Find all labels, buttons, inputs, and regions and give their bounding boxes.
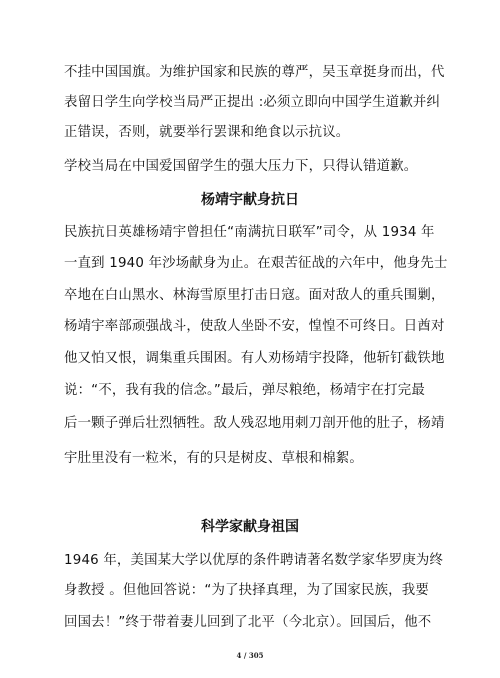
text-line: 民族抗日英雄杨靖宇曾担任“南满抗日联军”司令，从 1934 年 [64, 225, 435, 240]
text-line: 回国去！”终于带着妻儿回到了北平（今北京）。回国后，他不 [64, 615, 432, 630]
section-heading: 杨靖宇献身抗日 [201, 192, 299, 208]
section-heading: 科学家献身祖国 [201, 519, 299, 535]
text-line: 说：“不，我有我的信念。”最后，弹尽粮绝，杨靖宇在打完最 [64, 383, 425, 398]
text-line: 学校当局在中国爱国留学生的强大压力下，只得认错道歉。 [64, 159, 418, 174]
page-number: 4 / 305 [236, 651, 264, 660]
text-line: 正错误，否则，就要举行罢课和绝食以示抗议。 [64, 125, 350, 140]
text-line: 杨靖宇率部顽强战斗，使敌人坐卧不安，惶惶不可终日。日酋对 [64, 319, 445, 334]
text-line: 一直到 1940 年沙场献身为止。在艰苦征战的六年中，他身先士 [64, 256, 448, 271]
text-line: 1946 年，美国某大学以优厚的条件聘请著名数学家华罗庚为终 [64, 553, 444, 568]
text-line: 卒地在白山黑水、林海雪原里打击日寇。面对敌人的重兵围剿， [64, 288, 445, 303]
text-line: 后一颗子弹后壮烈牺牲。敌人残忍地用刺刀剖开他的肚子，杨靖 [64, 416, 445, 431]
text-line: 表留日学生向学校当局严正提出 :必须立即向中国学生道歉并纠 [64, 95, 441, 110]
text-line: 宇肚里没有一粒米，有的只是树皮、草根和棉絮。 [64, 451, 363, 466]
text-line: 不挂中国国旗。为维护国家和民族的尊严，吴玉章挺身而出，代 [64, 65, 445, 80]
text-line: 身教授 。但他回答说：“为了抉择真理，为了国家民族，我要 [64, 583, 429, 598]
text-line: 他又怕又恨，调集重兵围困。有人劝杨靖宇投降，他斩钉截铁地 [64, 351, 445, 366]
